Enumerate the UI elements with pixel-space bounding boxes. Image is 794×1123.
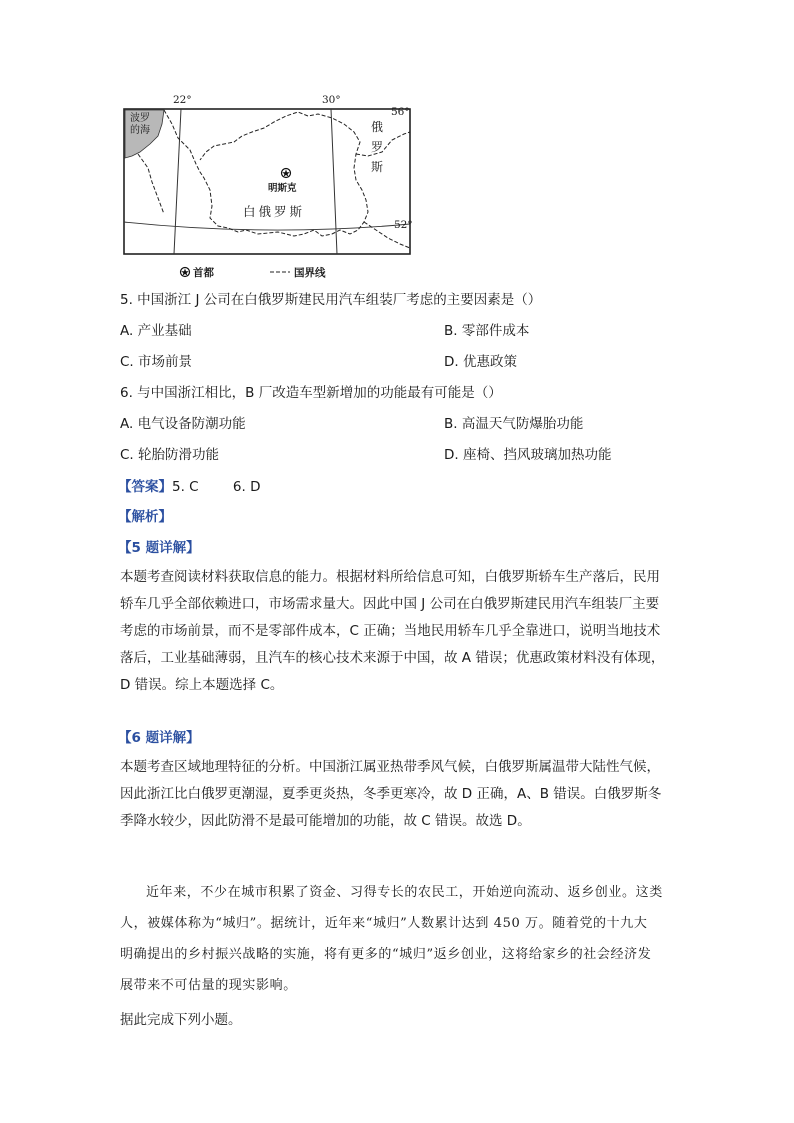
capital-label: 明斯克 <box>268 183 297 194</box>
answer-row <box>118 477 261 497</box>
q6-option-a: A. 电气设备防潮功能 <box>120 416 246 432</box>
q5-option-c: C. 市场前景 <box>120 354 193 370</box>
belarus-map <box>118 94 418 284</box>
legend-capital-label: 首都 <box>193 267 214 279</box>
detail-5-line-4: 落后，工业基础薄弱，且汽车的核心技术来源于中国，故 A 错误；优惠政策材料没有体现， <box>120 650 665 666</box>
detail-5-line-3: 考虑的市场前景，而不是零部件成本，C 正确；当地民用轿车几乎全靠进口，说明当地技术 <box>120 623 661 639</box>
q5-option-a: A. 产业基础 <box>120 323 192 339</box>
answer-label: 【答案】 <box>118 479 172 495</box>
q6-option-c: C. 轮胎防滑功能 <box>120 447 220 463</box>
q5-option-d: D. 优惠政策 <box>444 354 517 370</box>
material-line-3: 明确提出的乡村振兴战略的实施，将有更多的“城归”返乡创业，这将给家乡的社会经济发 <box>120 947 652 962</box>
lat-label-52: 52° <box>394 219 413 231</box>
detail-5-line-2: 轿车几乎全部依赖进口，市场需求量大。因此中国 J 公司在白俄罗斯建民用汽车组装厂主要 <box>120 596 660 612</box>
country-label: 白俄罗斯 <box>243 204 306 219</box>
detail-5-text <box>120 564 676 699</box>
detail-5-line-5: D 错误。综上本题选择 C。 <box>120 677 284 693</box>
material-line-4: 展带来不可估量的现实影响。 <box>120 978 297 993</box>
russia-label-3: 斯 <box>371 160 384 174</box>
answer-value: 5. C 6. D <box>172 479 261 495</box>
detail-5-line-1: 本题考查阅读材料获取信息的能力。根据材料所给信息可知，白俄罗斯轿车生产落后，民用 <box>120 569 660 585</box>
detail-5-label: 【5 题详解】 <box>118 540 200 556</box>
detail-6-line-1: 本题考查区域地理特征的分析。中国浙江属亚热带季风气候，白俄罗斯属温带大陆性气候， <box>120 759 660 775</box>
q5-option-b: B. 零部件成本 <box>444 323 530 339</box>
map-frame <box>124 109 410 254</box>
russia-label-2: 罗 <box>371 140 384 154</box>
detail-6-text <box>120 754 676 835</box>
sea-label-2: 的海 <box>130 125 150 136</box>
material-line-2: 人，被媒体称为“城归”。据统计，近年来“城归”人数累计达到 450 万。随着党的十九大 <box>120 916 648 931</box>
q6-option-b: B. 高温天气防爆胎功能 <box>444 416 584 432</box>
q6-option-d: D. 座椅、挡风玻璃加热功能 <box>444 447 612 463</box>
russia-label-1: 俄 <box>371 120 384 134</box>
question-6-stem: 6. 与中国浙江相比，B 厂改造车型新增加的功能最有可能是（） <box>120 385 502 401</box>
detail-6-line-3: 季降水较少，因此防滑不是最可能增加的功能，故 C 错误。故选 D。 <box>120 813 531 829</box>
material-text <box>120 877 680 1001</box>
question-5-stem: 5. 中国浙江 J 公司在白俄罗斯建民用汽车组装厂考虑的主要因素是（） <box>120 292 542 308</box>
lon-label-22: 22° <box>173 94 192 106</box>
detail-6-label: 【6 题详解】 <box>118 730 200 746</box>
lat-label-56: 56° <box>391 106 410 118</box>
legend-border-label: 国界线 <box>294 267 326 279</box>
instruction-text: 据此完成下列小题。 <box>120 1012 242 1028</box>
lon-label-30: 30° <box>322 94 341 106</box>
analysis-label: 【解析】 <box>118 509 172 525</box>
sea-label-1: 波罗 <box>130 113 150 124</box>
material-line-1: 近年来，不少在城市积累了资金、习得专长的农民工，开始逆向流动、返乡创业。这类 <box>146 885 663 900</box>
detail-6-line-2: 因此浙江比白俄罗更潮湿，夏季更炎热，冬季更寒冷，故 D 正确，A、B 错误。白俄罗斯冬 <box>120 786 662 802</box>
